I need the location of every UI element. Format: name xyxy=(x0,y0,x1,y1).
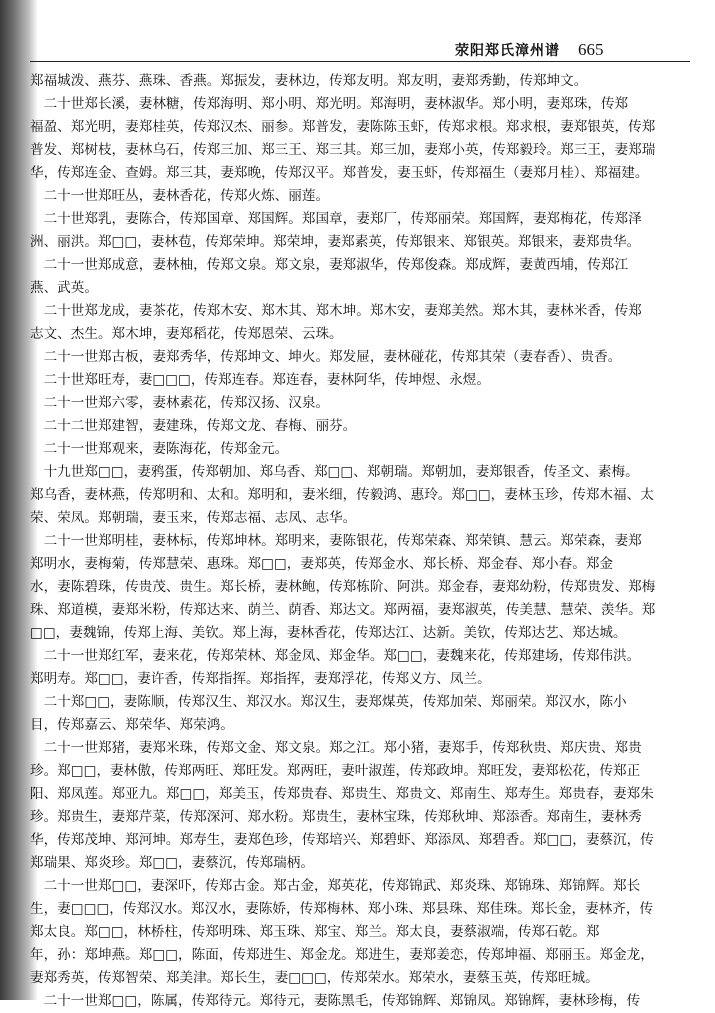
text-line: 燕、武英。 xyxy=(30,280,98,296)
text-line: 二十一世郑猪，妻郑米珠，传郑文金、郑文泉。郑之江。郑小猪，妻郑手，传郑秋贵、郑庆贵、郑贵 xyxy=(30,740,642,756)
text-line: 华，传郑连金、查姆。郑三其，妻郑晚，传郑汉平。郑普发，妻玉虾，传郑福生（妻郑月桂）、郑福建。 xyxy=(30,165,649,181)
text-line: 二十世郑乳，妻陈合，传郑国章、郑国辉。郑国章，妻郑厂，传郑丽荣。郑国辉，妻郑梅花，传郑泽 xyxy=(30,211,642,227)
text-line: 二十一世郑旺丛，妻林香花，传郑火炼、丽莲。 xyxy=(30,188,330,204)
text-line: 二十一世郑□□，陈属，传郑待元。郑待元，妻陈黑毛，传郑锦辉、郑锦凤。郑锦辉，妻林珍梅，传 xyxy=(30,993,641,1009)
text-line: 二十一世郑观来，妻陈海花，传郑金元。 xyxy=(30,441,289,457)
text-line: 洲、丽洪。郑□□，妻林苞，传郑荣坤。郑荣坤，妻郑素英，传郑银来、郑银英。郑银来，妻郑贵华。 xyxy=(30,234,641,250)
text-line: 福盈、郑光明，妻郑桂英，传郑汉杰、丽参。郑普发，妻陈陈玉虾，传郑求根。郑求根，妻郑银英，传郑 xyxy=(30,119,656,135)
text-line: □□，妻魏锦，传郑上海、美钦。郑上海，妻林香花，传郑达江、达新。美钦，传郑达艺、郑达城。 xyxy=(30,625,627,641)
text-line: 目，传郑嘉云、郑荣华、郑荣鸿。 xyxy=(30,717,234,733)
text-line: 二十一世郑六零，妻林素花，传郑汉扬、汉泉。 xyxy=(30,395,330,411)
running-header xyxy=(455,40,604,60)
text-line: 郑明寿。郑□□，妻许香，传郑指挥。郑指挥，妻郑浮花，传郑义方、凤兰。 xyxy=(30,671,491,687)
text-line: 二十世郑龙成，妻茶花，传郑木安、郑木其、郑木坤。郑木安，妻郑美然。郑木其，妻林米香，传郑 xyxy=(30,303,642,319)
text-line: 二十世郑长溪，妻林糖，传郑海明、郑小明、郑光明。郑海明，妻林淑华。郑小明，妻郑珠，传郑 xyxy=(30,96,629,112)
page-number: 665 xyxy=(578,40,604,59)
text-line: 二十一世郑古板，妻郑秀华，传郑坤文、坤火。郑发屉，妻林碰花，传郑其荣（妻春香）、贵香。 xyxy=(30,349,622,365)
text-line: 二十郑□□，妻陈顺，传郑汉生、郑汉水。郑汉生，妻郑煤英，传郑加荣、郑丽荣。郑汉水，陈小 xyxy=(30,694,627,710)
text-line: 二十一世郑成意，妻林柚，传郑文泉。郑文泉，妻郑淑华，传郑俊森。郑成辉，妻黄西埔，传郑江 xyxy=(30,257,629,273)
text-line: 郑太良。郑□□，林桥柱，传郑明珠、郑玉珠、郑宝、郑兰。郑太良，妻蔡淑端，传郑石乾。郑 xyxy=(30,924,600,940)
text-line: 郑福城泼、燕芬、燕珠、香燕。郑振发，妻林边，传郑友明。郑友明，妻郑秀勤，传郑坤文。 xyxy=(30,73,588,89)
text-line: 二十世郑旺寿，妻□□□，传郑连春。郑连春，妻林阿华，传坤煜、永煜。 xyxy=(30,372,490,388)
text-line: 志文、杰生。郑木坤，妻郑稻花，传郑恩荣、云珠。 xyxy=(30,326,343,342)
text-line: 十九世郑□□，妻鸦蛋，传郑朝加、郑乌香、郑□□、郑朝瑞。郑朝加，妻郑银香，传圣文、素梅。 xyxy=(30,464,639,480)
text-line: 阳、郑凤莲。郑亚九。郑□□，郑美玉，传郑贵春、郑贵生、郑贵文、郑南生、郑寿生。郑贵春，妻郑朱 xyxy=(30,786,654,802)
text-line: 妻郑秀英，传郑智荣、郑美津。郑长生，妻□□□，传郑荣水。郑荣水，妻蔡玉英，传郑旺城。 xyxy=(30,970,599,986)
text-line: 郑乌香，妻林燕，传郑明和、太和。郑明和，妻米细，传毅鸿、惠玲。郑□□，妻林玉珍，传郑木福、太 xyxy=(30,487,654,503)
text-line: 二十一世郑□□，妻深吓，传郑古金。郑古金，郑英花，传郑锦武、郑炎珠、郑锦珠、郑锦辉。郑长 xyxy=(30,878,641,894)
text-line: 生，妻□□□，传郑汉水。郑汉水，妻陈娇，传郑梅林、郑小珠、郑县珠、郑佳珠。郑长金，妻林齐，传 xyxy=(30,901,654,917)
text-line: 水，妻陈碧珠，传贵茂、贵生。郑长桥，妻林鲍，传郑栋阶、阿洪。郑金春，妻郑幼粉，传郑贵发、郑梅 xyxy=(30,579,656,595)
text-line: 二十二世郑建智，妻建珠，传郑文龙、春梅、丽芬。 xyxy=(30,418,357,434)
header-rule xyxy=(30,61,690,62)
text-line: 二十一世郑红军，妻来花，传郑荣林、郑金凤、郑金华。郑□□，妻魏来花，传郑建场，传郑伟洪。 xyxy=(30,648,641,664)
text-line: 珍。郑□□，妻林傲，传郑两旺、郑旺发。郑两旺，妻叶淑莲，传郑政坤。郑旺发，妻郑松花，传郑正 xyxy=(30,763,641,779)
text-line: 荣、荣凤。郑朝瑞，妻玉来，传郑志福、志凤、志华。 xyxy=(30,510,357,526)
text-line: 珠、郑道模，妻郑米粉，传郑达来、荫兰、荫香、郑达文。郑两福，妻郑淑英，传美慧、慧荣、羡华。郑 xyxy=(30,602,656,618)
text-line: 华，传郑茂坤、郑河坤。郑寿生，妻郑色珍，传郑培兴、郑碧虾、郑添凤、郑碧香。郑□□，妻蔡沉，传 xyxy=(30,832,654,848)
text-line: 珍。郑贵生，妻郑芹菜，传郑深河、郑水粉。郑贵生，妻林宝珠，传郑秋坤、郑添香。郑南生，妻林秀 xyxy=(30,809,642,825)
text-line: 郑明水，妻梅菊，传郑慧荣、惠珠。郑□□，妻郑英，传郑金水、郑长桥、郑金春、郑小春。郑金 xyxy=(30,556,614,572)
text-line: 普发、郑树枝，妻林乌石，传郑三加、郑三王、郑三其。郑三加，妻郑小英，传郑毅玲。郑三王，妻郑瑞 xyxy=(30,142,656,158)
text-line: 年，孙：郑坤燕。郑□□，陈面，传郑进生、郑金龙。郑进生，妻郑姜恋，传郑坤福、郑丽玉。郑金龙， xyxy=(30,947,654,963)
text-line: 二十一世郑明桂，妻林标，传郑坤林。郑明来，妻陈银花，传郑荣森、郑荣镇、慧云。郑荣森，妻郑 xyxy=(30,533,642,549)
text-line: 郑瑞果、郑炎珍。郑□□，妻蔡沉，传郑瑞柄。 xyxy=(30,855,314,871)
book-title: 荥阳郑氏漳州谱 xyxy=(455,43,560,59)
body-text xyxy=(30,70,690,1013)
